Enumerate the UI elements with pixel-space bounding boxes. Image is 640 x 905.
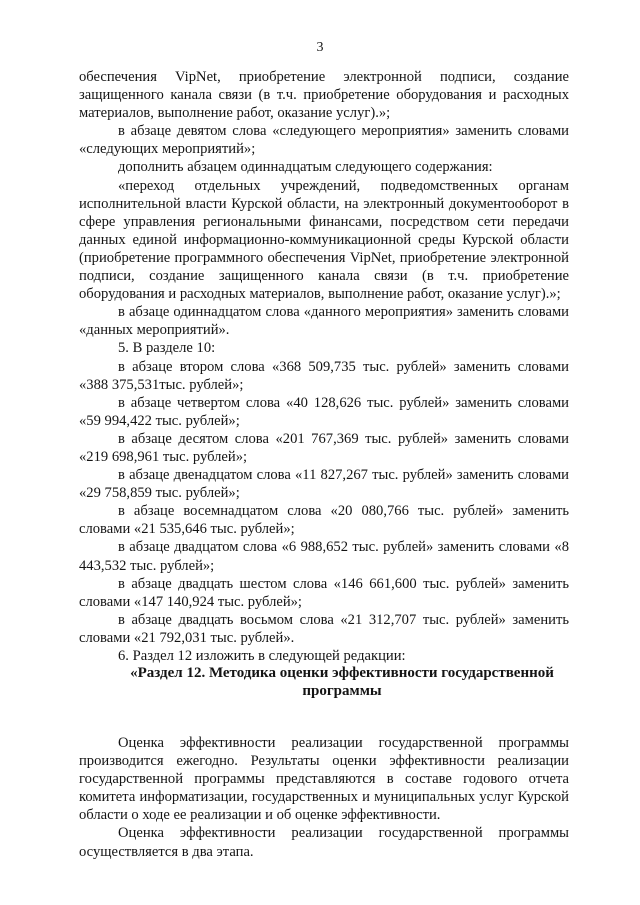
paragraph-amendment: в абзаце двадцатом слова «6 988,652 тыс. рублей» заменить словами «8 443,532 тыс. рублей»; [79, 539, 569, 574]
paragraph-quoted-text: «переход отдельных учреждений, подведомственных органам исполнительной власти Курской области, на электронный документооборот в сфере управления региональными финансами, посредством сети передачи данных единой информационно-коммуникационной среды Курской области (приобретение программного обеспечения VipNet, приобретение электронной подписи, создание защищенного канала связи (в т.ч. приобретение оборудования и расходных материалов, выполнение работ, оказание услуг).»; [79, 177, 569, 303]
section-heading: «Раздел 12. Методика оценки эффективности государственной программы [130, 665, 554, 699]
paragraph-body: Оценка эффективности реализации государственной программы производится ежегодно. Результаты оценки эффективности реализации государственной программы представляются в составе годового отчета комитета информатизации, государственных и муниципальных услуг Курской области о ходе ее реализации и об оценке эффективности. [79, 735, 569, 824]
paragraph-body: Оценка эффективности реализации государственной программы осуществляется в два этапа. [79, 825, 569, 860]
paragraph-amendment: в абзаце двенадцатом слова «11 827,267 тыс. рублей» заменить словами «29 758,859 тыс. рублей»; [79, 467, 569, 502]
paragraph-amendment: дополнить абзацем одиннадцатым следующего содержания: [118, 159, 493, 176]
paragraph-amendment: в абзаце одиннадцатом слова «данного мероприятия» заменить словами «данных мероприятий». [79, 304, 569, 339]
methodology-block [79, 734, 569, 861]
amendments-block [79, 68, 569, 700]
paragraph-amendment: в абзаце восемнадцатом слова «20 080,766 тыс. рублей» заменить словами «21 535,646 тыс. рублей»; [79, 503, 569, 538]
paragraph-item-heading: 5. В разделе 10: [118, 340, 216, 357]
paragraph-amendment: в абзаце десятом слова «201 767,369 тыс. рублей» заменить словами «219 698,961 тыс. рублей»; [79, 430, 569, 465]
paragraph-item-heading: 6. Раздел 12 изложить в следующей редакции: [118, 648, 406, 664]
paragraph-amendment: в абзаце девятом слова «следующего мероприятия» заменить словами «следующих мероприятий»; [79, 123, 569, 158]
paragraph-amendment: в абзаце двадцать восьмом слова «21 312,707 тыс. рублей» заменить словами «21 792,031 тыс. рублей». [79, 611, 569, 646]
page-number: 3 [316, 40, 324, 55]
paragraph-amendment: в абзаце втором слова «368 509,735 тыс. рублей» заменить словами «388 375,531тыс. рублей»; [79, 358, 569, 393]
paragraph-continuation: обеспечения VipNet, приобретение электронной подписи, создание защищенного канала связи (в т.ч. приобретение оборудования и расходных материалов, выполнение работ, оказание услуг).»; [79, 69, 569, 122]
paragraph-amendment: в абзаце четвертом слова «40 128,626 тыс. рублей» заменить словами «59 994,422 тыс. рублей»; [79, 394, 569, 429]
paragraph-amendment: в абзаце двадцать шестом слова «146 661,600 тыс. рублей» заменить словами «147 140,924 тыс. рублей»; [79, 575, 569, 610]
